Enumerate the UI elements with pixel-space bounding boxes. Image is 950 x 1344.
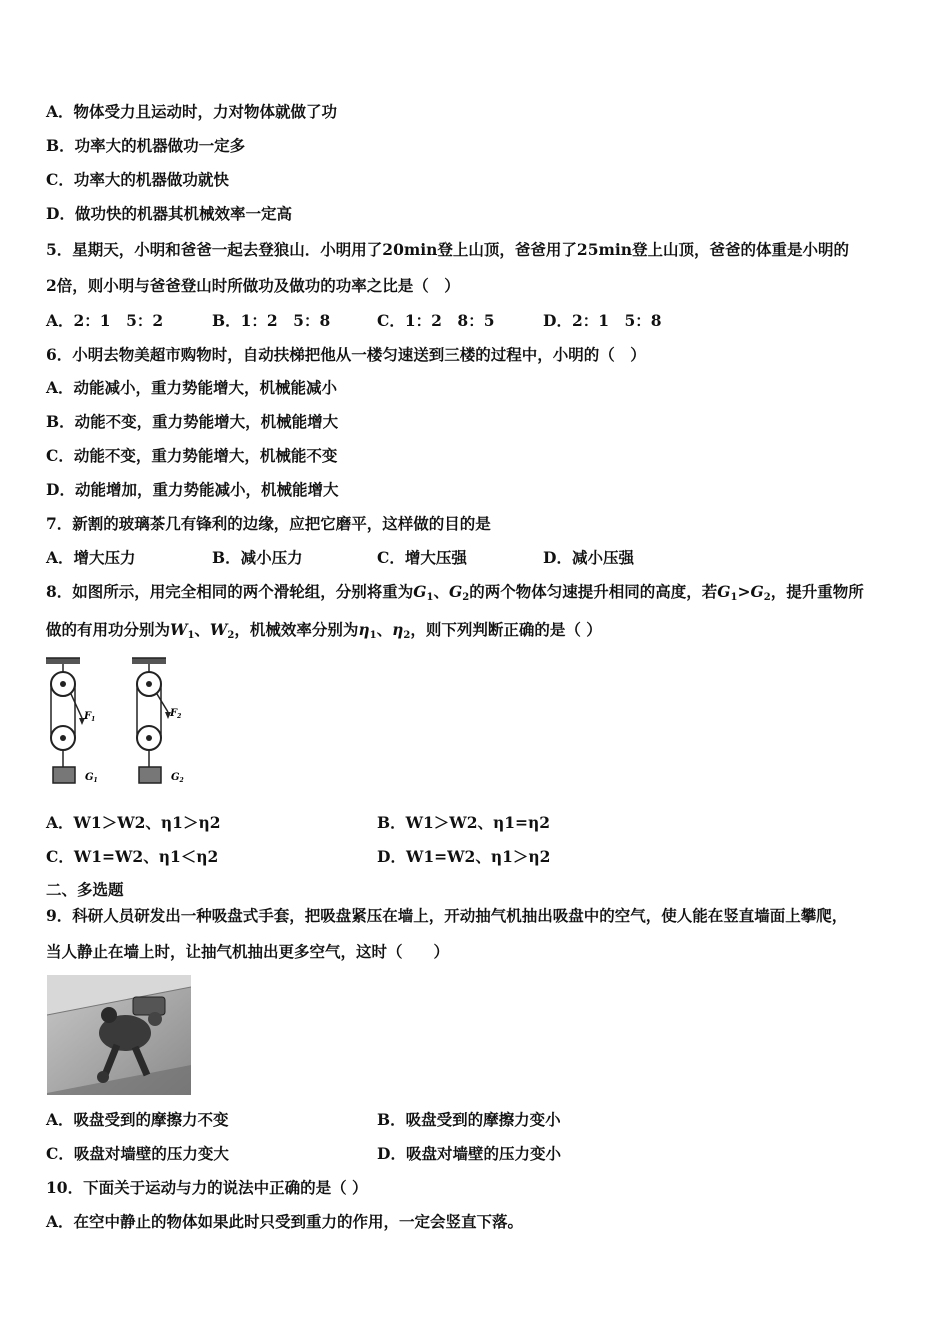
q10-option-a: A．在空中静止的物体如果此时只受到重力的作用，一定会竖直下落。: [46, 1212, 524, 1231]
q7-option-a: A．增大压力: [46, 548, 136, 567]
q7-option-c: C．增大压强: [377, 548, 467, 567]
q5-stem-line2: 2倍，则小明与爸爸登山时所做功及做功的功率之比是（ ）: [46, 276, 460, 295]
q8-stem-line1: 8．如图所示，用完全相同的两个滑轮组，分别将重为$G_1$、$G_2$的两个物体匀速提升相同的高度，若$G_1>G_2$，提升重物所: [46, 582, 864, 603]
section-heading-multi-choice: 二、多选题: [46, 880, 124, 899]
q8-option-d: D．W1=W2、η1＞η2: [377, 847, 551, 866]
q4-option-c: C．功率大的机器做功就快: [46, 170, 229, 189]
pulley-system-1: [46, 658, 98, 784]
q4-option-a: A．物体受力且运动时，力对物体就做了功: [46, 102, 338, 121]
label-g2: $G_2$: [171, 772, 184, 784]
q8-option-c: C．W1=W2、η1＜η2: [46, 847, 219, 866]
q7-option-b: B．减小压力: [212, 548, 303, 567]
q9-option-a: A．吸盘受到的摩擦力不变: [46, 1110, 229, 1129]
q5-option-b: B．1：2 5：8: [212, 311, 331, 330]
q9-option-b: B．吸盘受到的摩擦力变小: [377, 1110, 561, 1129]
q6-option-b: B．动能不变，重力势能增大，机械能增大: [46, 412, 339, 431]
q8-option-b: B．W1＞W2、η1=η2: [377, 813, 551, 832]
q10-stem: 10．下面关于运动与力的说法中正确的是（ ）: [46, 1178, 368, 1197]
q4-option-d: D．做功快的机器其机械效率一定高: [46, 204, 292, 223]
q4-option-b: B．功率大的机器做功一定多: [46, 136, 246, 155]
label-f2: $F_2$: [170, 708, 182, 720]
q5-stem-line1: 5．星期天，小明和爸爸一起去登狼山．小明用了20min登上山顶，爸爸用了25min登上山顶，爸爸的体重是小明的: [46, 240, 850, 259]
climbing-glove-photo: [47, 975, 191, 1095]
pulley-figure: [44, 656, 194, 788]
label-g1: $G_1$: [85, 772, 98, 784]
q6-option-a: A．动能减小，重力势能增大，机械能减小: [46, 378, 338, 397]
pulley-system-2: [132, 658, 184, 784]
q9-option-c: C．吸盘对墙壁的压力变大: [46, 1144, 229, 1163]
q9-stem-line1: 9．科研人员研发出一种吸盘式手套，把吸盘紧压在墙上，开动抽气机抽出吸盘中的空气，使人能在竖直墙面上攀爬，: [46, 906, 848, 925]
q5-option-a: A．2：1 5：2: [46, 311, 164, 330]
q8-stem-line2: 做的有用功分别为$W_1$、$W_2$，机械效率分别为$\eta_1$、$\eta_2$，则下列判断正确的是（ ）: [46, 620, 602, 641]
q9-option-d: D．吸盘对墙壁的压力变小: [377, 1144, 561, 1163]
q7-stem: 7．新割的玻璃茶几有锋利的边缘，应把它磨平，这样做的目的是: [46, 514, 491, 533]
q6-option-d: D．动能增加，重力势能减小，机械能增大: [46, 480, 339, 499]
q8-option-a: A．W1＞W2、η1＞η2: [46, 813, 221, 832]
q5-option-d: D．2：1 5：8: [543, 311, 662, 330]
q9-stem-line2: 当人静止在墙上时，让抽气机抽出更多空气，这时（ ）: [46, 942, 450, 961]
q5-option-c: C．1：2 8：5: [377, 311, 495, 330]
q6-stem: 6．小明去物美超市购物时，自动扶梯把他从一楼匀速送到三楼的过程中，小明的（ ）: [46, 345, 646, 364]
q7-option-d: D．减小压强: [543, 548, 634, 567]
q6-option-c: C．动能不变，重力势能增大，机械能不变: [46, 446, 338, 465]
label-f1: $F_1$: [84, 711, 96, 723]
